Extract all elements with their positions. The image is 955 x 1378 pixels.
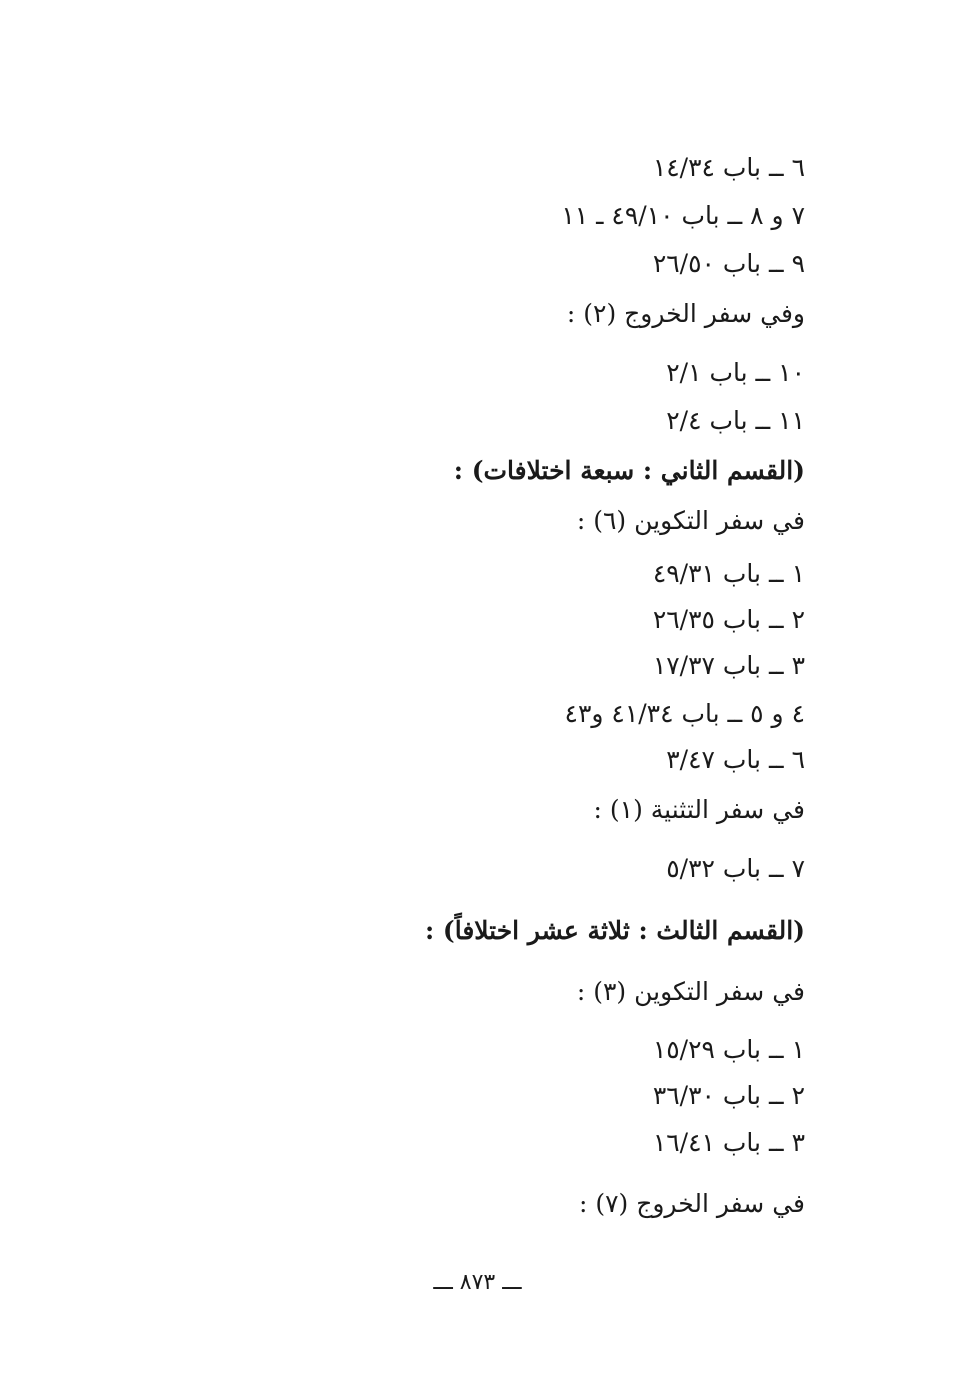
section-subheading: في سفر الخروج (٧) : <box>578 1189 805 1218</box>
entry-line: ١٠ ــ باب ٢/١ <box>666 358 805 387</box>
entry-line: ٧ و ٨ ــ باب ٤٩/١٠ ـ ١١ <box>561 201 805 230</box>
entry-line: ٣ ــ باب ١٦/٤١ <box>652 1128 805 1157</box>
entry-line: ٦ ــ باب ١٤/٣٤ <box>652 153 805 182</box>
entry-line: ٩ ــ باب ٢٦/٥٠ <box>652 249 805 278</box>
section-subheading: في سفر التثنية (١) : <box>593 795 805 824</box>
entry-line: ١ ــ باب ٤٩/٣١ <box>652 559 805 588</box>
entry-line: ١١ ــ باب ٢/٤ <box>666 406 805 435</box>
entry-line: ١ ــ باب ١٥/٢٩ <box>652 1035 805 1064</box>
section-subheading: وفي سفر الخروج (٢) : <box>566 299 805 328</box>
entry-line: ٢ ــ باب ٣٦/٣٠ <box>652 1081 805 1110</box>
entry-line: ٦ ــ باب ٣/٤٧ <box>666 745 805 774</box>
section-subheading: في سفر التكوين (٦) : <box>576 506 805 535</box>
section-heading: (القسم الثالث : ثلاثة عشر اختلافاً) : <box>424 916 805 945</box>
entry-line: ٧ ــ باب ٥/٣٢ <box>666 854 805 883</box>
section-subheading: في سفر التكوين (٣) : <box>576 977 805 1006</box>
entry-line: ٤ و ٥ ــ باب ٤١/٣٤ و٤٣ <box>564 699 805 728</box>
section-heading: (القسم الثاني : سبعة اختلافات) : <box>453 456 805 485</box>
entry-line: ٢ ــ باب ٢٦/٣٥ <box>652 605 805 634</box>
page-number: ـــ ٨٧٣ ـــ <box>433 1270 522 1295</box>
entry-line: ٣ ــ باب ١٧/٣٧ <box>652 651 805 680</box>
